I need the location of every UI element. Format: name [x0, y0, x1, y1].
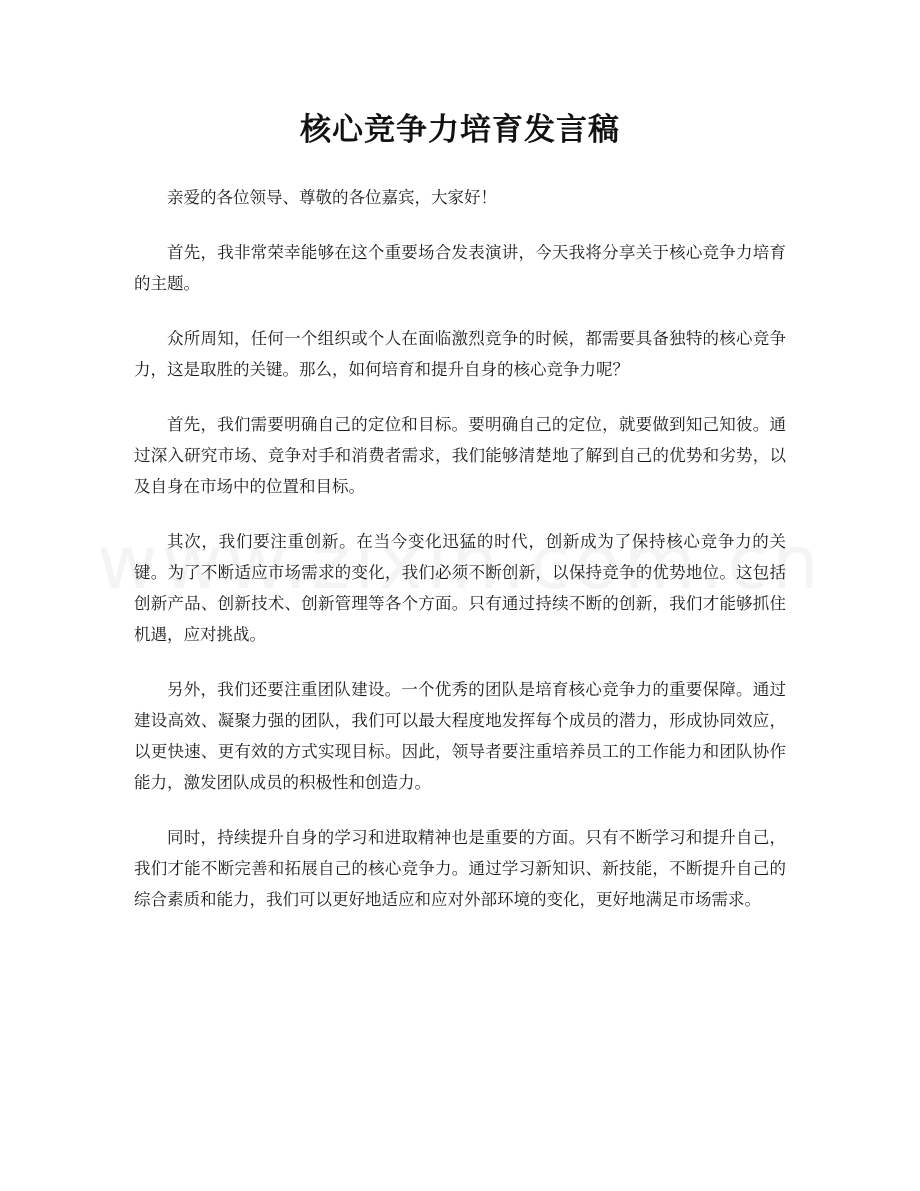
- document-title: 核心竞争力培育发言稿: [300, 112, 620, 148]
- paragraph-teamwork: 另外，我们还要注重团队建设。一个优秀的团队是培育核心竞争力的重要保障。通过建设高效、凝聚力强的团队，我们可以最大程度地发挥每个成员的潜力，形成协同效应，以更快速、更有效的方式实现目标。因此，领导者要注重培养员工的工作能力和团队协作能力，激发团队成员的积极性和创造力。: [134, 680, 786, 792]
- paragraph-intro: 首先，我非常荣幸能够在这个重要场合发表演讲，今天我将分享关于核心竞争力培育的主题。: [134, 243, 786, 293]
- document-body: [134, 182, 786, 939]
- paragraph-positioning: 首先，我们需要明确自己的定位和目标。要明确自己的定位，就要做到知己知彼。通过深入研究市场、竞争对手和消费者需求，我们能够清楚地了解到自己的优势和劣势，以及自身在市场中的位置和目标。: [134, 415, 786, 496]
- paragraph-greeting: 亲爱的各位领导、尊敬的各位嘉宾，大家好！: [167, 188, 497, 207]
- paragraph-learning: 同时，持续提升自身的学习和进取精神也是重要的方面。只有不断学习和提升自己，我们才能不断完善和拓展自己的核心竞争力。通过学习新知识、新技能，不断提升自己的综合素质和能力，我们可以更好地适应和应对外部环境的变化，更好地满足市场需求。: [134, 828, 786, 909]
- paragraph-context: 众所周知，任何一个组织或个人在面临激烈竞争的时候，都需要具备独特的核心竞争力，这是取胜的关键。那么，如何培育和提升自身的核心竞争力呢？: [134, 329, 786, 379]
- paragraph-innovation: 其次，我们要注重创新。在当今变化迅猛的时代，创新成为了保持核心竞争力的关键。为了不断适应市场需求的变化，我们必须不断创新，以保持竞争的优势地位。这包括创新产品、创新技术、创新管理等各个方面。只有通过持续不断的创新，我们才能够抓住机遇，应对挑战。: [134, 532, 786, 644]
